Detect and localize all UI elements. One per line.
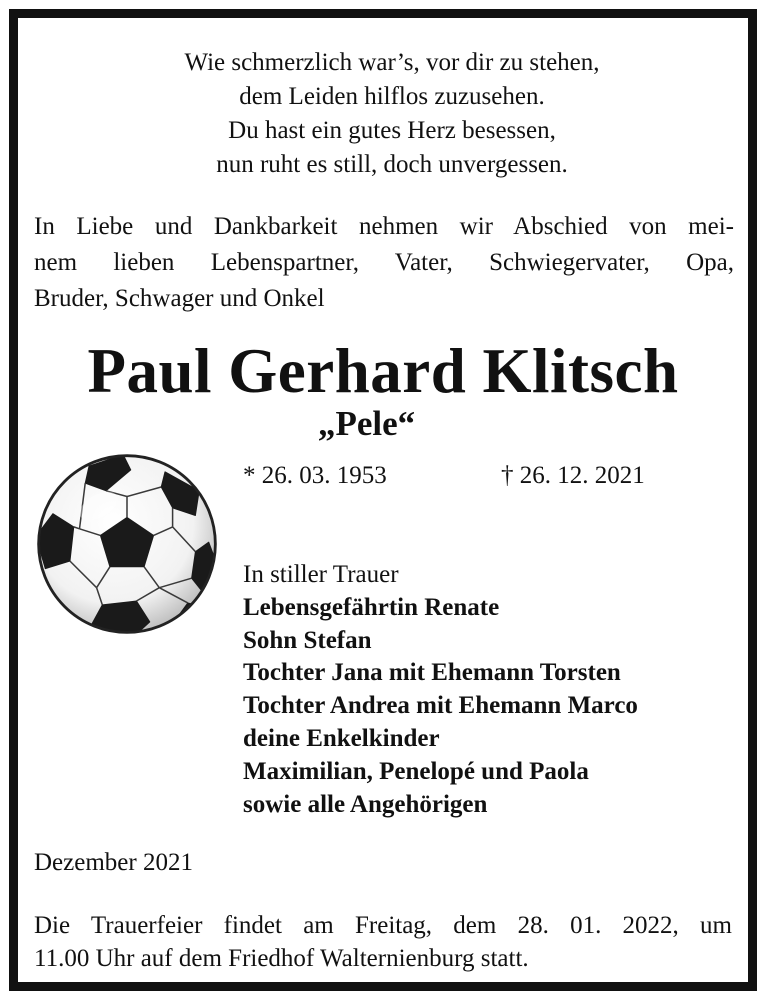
funeral-line: 11.00 Uhr auf dem Friedhof Walternienburg statt. (34, 945, 529, 972)
notice-date: Dezember 2021 (34, 849, 193, 876)
mourner-entry: Maximilian, Penelopé und Paola (243, 757, 589, 785)
funeral-line: Die Trauerfeier findet am Freitag, dem 28. 01. 2022, um (34, 912, 732, 939)
deceased-nickname: „Pele“ (318, 404, 416, 443)
mourner-entry: Tochter Andrea mit Ehemann Marco (243, 692, 638, 720)
intro-line: In Liebe und Dankbarkeit nehmen wir Abschied von mei- (34, 213, 734, 240)
poem-line: dem Leiden hilflos zuzusehen. (239, 83, 545, 110)
mourners-lead: In stiller Trauer (243, 561, 399, 588)
soccer-ball-icon (32, 449, 222, 639)
poem-line: Wie schmerzlich war’s, vor dir zu stehen, (184, 49, 600, 76)
poem (18, 46, 766, 182)
poem-line: Du hast ein gutes Herz besessen, (228, 117, 556, 144)
mourner-entry: deine Enkelkinder (243, 724, 440, 752)
death-date: † 26. 12. 2021 (501, 462, 645, 489)
mourner-entry: sowie alle Angehörigen (243, 790, 488, 818)
intro-line: Bruder, Schwager und Onkel (34, 285, 325, 312)
birth-date: * 26. 03. 1953 (243, 462, 387, 489)
mourner-entry: Sohn Stefan (243, 626, 372, 654)
obituary-frame (9, 9, 757, 991)
mourners-list (243, 559, 638, 821)
intro-paragraph (34, 209, 734, 317)
deceased-name: Paul Gerhard Klitsch (87, 336, 679, 406)
funeral-info (34, 909, 732, 975)
intro-line: nem lieben Lebenspartner, Vater, Schwiegervater, Opa, (34, 249, 734, 276)
mourner-entry: Tochter Jana mit Ehemann Torsten (243, 659, 621, 687)
poem-line: nun ruht es still, doch unvergessen. (216, 151, 568, 178)
mourner-entry: Lebensgefährtin Renate (243, 593, 500, 621)
